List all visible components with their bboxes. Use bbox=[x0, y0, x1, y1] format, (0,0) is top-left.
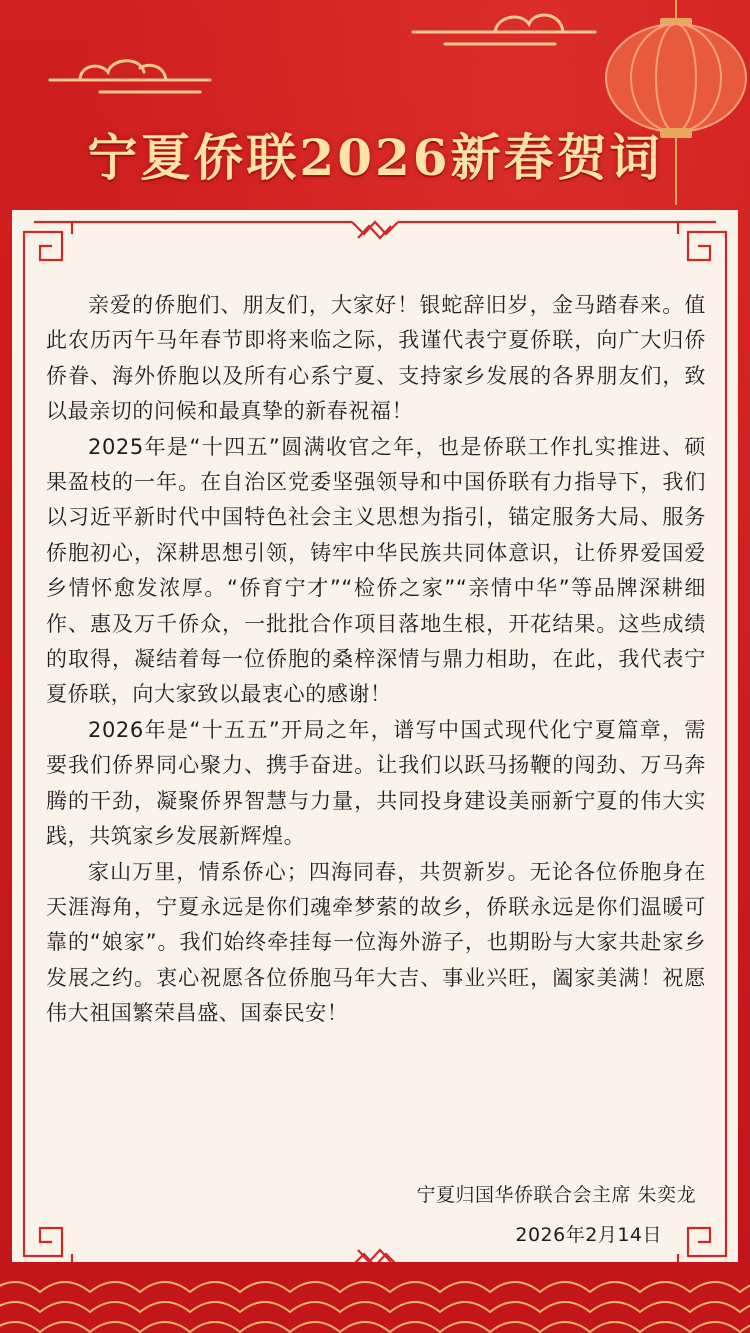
page-title: 宁夏侨联2026新春贺词 bbox=[87, 128, 663, 187]
signature-organization: 宁夏归国华侨联合会主席 朱奕龙 bbox=[416, 1184, 696, 1206]
cloud-decoration-right bbox=[405, 4, 605, 54]
letter-paragraph: 家山万里，情系侨心；四海同春，共贺新岁。无论各位侨胞身在天涯海角，宁夏永远是你们魂牵梦萦的故乡，侨联永远是你们温暖可靠的“娘家”。我们始终牵挂每一位海外游子，也期盼与大家共赴家乡发展之约。衷心祝愿各位侨胞马年大吉、事业兴旺，阖家美满！祝愿伟大祖国繁荣昌盛、国泰民安！ bbox=[46, 859, 706, 1026]
signature-date: 2026年2月14日 bbox=[515, 1224, 662, 1246]
letter-paper bbox=[12, 210, 738, 1278]
letter-paragraph: 2026年是“十五五”开局之年，谱写中国式现代化宁夏篇章，需要我们侨界同心聚力、携手奋进。让我们以跃马扬鞭的闯劲、万马奔腾的干劲，凝聚侨界智慧与力量，共同投身建设美丽新宁夏的伟大实践，共筑家乡发展新辉煌。 bbox=[46, 717, 706, 849]
letter-paragraph: 2025年是“十四五”圆满收官之年，也是侨联工作扎实推进、硕果盈枝的一年。在自治区党委坚强领导和中国侨联有力指导下，我们以习近平新时代中国特色社会主义思想为指引，锚定服务大局、服务侨胞初心，深耕思想引领，铸牢中华民族共同体意识，让侨界爱国爱乡情怀愈发浓厚。“侨育宁才”“检侨之家”“亲情中华”等品牌深耕细作、惠及万千侨众，一批批合作项目落地生根，开花结果。这些成绩的取得，凝结着每一位侨胞的桑梓深情与鼎力相助，在此，我代表宁夏侨联，向大家致以最衷心的感谢！ bbox=[46, 434, 706, 707]
wave-pattern-decoration bbox=[0, 1262, 750, 1333]
letter-paragraph: 亲爱的侨胞们、朋友们，大家好！银蛇辞旧岁，金马踏春来。值此农历丙午马年春节即将来临之际，我谨代表宁夏侨联，向广大归侨侨眷、海外侨胞以及所有心系宁夏、支持家乡发展的各界朋友们，致以最亲切的问候和最真挚的新春祝福！ bbox=[46, 293, 706, 424]
letter-body bbox=[46, 288, 706, 1032]
cloud-decoration-left bbox=[40, 40, 230, 100]
